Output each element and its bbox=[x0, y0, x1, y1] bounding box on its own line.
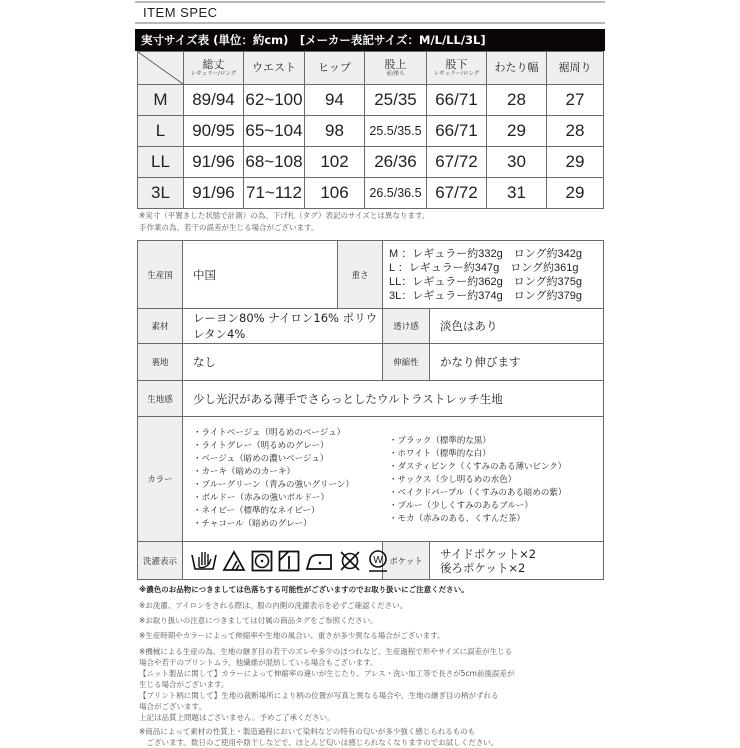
cell: 94 bbox=[305, 85, 365, 116]
footnote: ございます。数日のご使用や陰干しなどで、ほとんど匂いは感じられなくなりますのでお試しください。 bbox=[139, 738, 499, 747]
pocket-line: サイドポケット×2 bbox=[440, 546, 537, 561]
stretch-label: 伸縮性 bbox=[383, 344, 430, 381]
footnote-bold: ※濃色のお品物につきましては色落ちする可能性がございますのでお取り扱いにご注意ください。 bbox=[139, 585, 469, 594]
col-header-inseam: 股下 レギュラー/ロング bbox=[427, 52, 487, 85]
spec-row-lining bbox=[138, 344, 604, 381]
cell: 28 bbox=[487, 85, 547, 116]
footnote: ※お洗濯、アイロンをされる際は、服の内側の洗濯表示を必ずご確認ください。 bbox=[139, 601, 408, 610]
size-table-header-row bbox=[138, 52, 604, 85]
weight-line: 3L：レギュラー約374g ロング約379g bbox=[389, 289, 582, 302]
color-list-right bbox=[389, 427, 566, 531]
cell: 98 bbox=[305, 116, 365, 147]
color-item: ・ネイビー（標準的なネイビー） bbox=[193, 506, 320, 516]
section-title: ITEM SPEC bbox=[143, 5, 218, 20]
weight-value bbox=[383, 241, 604, 309]
cell: 66/71 bbox=[427, 116, 487, 147]
cell: 66/71 bbox=[427, 85, 487, 116]
pocket-value bbox=[430, 542, 604, 580]
size-label: 3L bbox=[138, 178, 184, 209]
size-label: LL bbox=[138, 147, 184, 178]
color-item: ・ベージュ（暗めの濃いベージュ） bbox=[193, 454, 329, 464]
weight-line: LL：レギュラー約362g ロング約375g bbox=[389, 275, 582, 288]
texture-value: 少し光沢がある薄手でさらっとしたウルトラストレッチ生地 bbox=[183, 381, 604, 417]
cell: 65~104 bbox=[244, 116, 305, 147]
color-item: ・ベイクドパープル（くすみのある暗めの紫） bbox=[389, 488, 567, 498]
color-item: ・ライトベージュ（明るめのベージュ） bbox=[193, 428, 346, 438]
cell: 91/96 bbox=[184, 178, 244, 209]
bleach-icon bbox=[222, 550, 246, 572]
size-table-header: 実寸サイズ表 (単位：約cm) [メーカー表記サイズ：M/L/LL/3L] bbox=[135, 29, 605, 51]
cell: 29 bbox=[487, 116, 547, 147]
spec-row-colors bbox=[138, 417, 604, 542]
sheer-label: 透け感 bbox=[383, 309, 430, 344]
cell: 26/36 bbox=[365, 147, 427, 178]
footnote: 【ニット製品に関して】カラーによって伸縮率の違いが生じたり、プレス・洗い加工等で長さが5cm前後誤差が bbox=[139, 669, 515, 678]
pocket-label: ポケット bbox=[383, 542, 430, 580]
cell: 102 bbox=[305, 147, 365, 178]
weight-label: 重さ bbox=[338, 241, 383, 309]
hand-wash-icon bbox=[191, 549, 217, 573]
cell: 25/35 bbox=[365, 85, 427, 116]
table-row bbox=[138, 116, 604, 147]
color-item: ・サックス（少し明るめの水色） bbox=[389, 475, 517, 485]
color-item: ・ブルーグリーン（青みの強いグリーン） bbox=[193, 480, 354, 490]
col-header-rise: 股上 前/後ろ bbox=[365, 52, 427, 85]
table-row bbox=[138, 147, 604, 178]
cell: 29 bbox=[547, 147, 604, 178]
wash-icons bbox=[183, 542, 383, 580]
stretch-value: かなり伸びます bbox=[430, 344, 604, 381]
title-divider bbox=[135, 22, 605, 24]
col-header-hip: ヒップ bbox=[305, 52, 365, 85]
tumble-dry-icon bbox=[251, 550, 273, 572]
iron-icon bbox=[305, 551, 333, 571]
cell: 26.5/36.5 bbox=[365, 178, 427, 209]
origin-value: 中国 bbox=[183, 241, 338, 309]
spec-row-origin bbox=[138, 241, 604, 309]
corner-cell bbox=[138, 52, 184, 85]
wet-clean-icon bbox=[367, 549, 389, 573]
lining-label: 裏地 bbox=[138, 344, 183, 381]
sheer-value: 淡色はあり bbox=[430, 309, 604, 344]
pocket-line: 後ろポケット×2 bbox=[440, 560, 526, 575]
spec-row-texture bbox=[138, 381, 604, 417]
cell: 25.5/35.5 bbox=[365, 116, 427, 147]
texture-label: 生地感 bbox=[138, 381, 183, 417]
color-item: ・チャコール（暗めのグレー） bbox=[193, 519, 312, 529]
spec-table bbox=[137, 240, 604, 580]
table-row bbox=[138, 85, 604, 116]
col-header-hem: 裾周り bbox=[547, 52, 604, 85]
footnote: ※生産時期やカラーによって伸縮率や生地の風合い、重さが多少異なる場合がございます。 bbox=[139, 631, 445, 640]
spec-row-material bbox=[138, 309, 604, 344]
footnote: 上記は品質上問題はございません。予めご了承ください。 bbox=[139, 713, 335, 722]
color-item: ・カーキ（暗めのカーキ） bbox=[193, 467, 296, 477]
cell: 30 bbox=[487, 147, 547, 178]
size-note: 手作業の為、若干の誤差が生じる場合がございます。 bbox=[139, 223, 319, 232]
footnote: ※お取り扱いの注意につきましては付属の商品タグをご参照ください。 bbox=[139, 616, 378, 625]
cell: 68~108 bbox=[244, 147, 305, 178]
footnote: 生じる場合がございます。 bbox=[139, 680, 229, 689]
color-item: ・モカ（赤みのある、くすんだ茶） bbox=[389, 514, 526, 524]
svg-text:W: W bbox=[373, 554, 383, 566]
no-dry-clean-icon bbox=[338, 550, 362, 572]
color-item: ・ライトグレー（明るめのグレー） bbox=[193, 441, 329, 451]
size-table bbox=[137, 51, 604, 209]
origin-label: 生産国 bbox=[138, 241, 183, 309]
cell: 62~100 bbox=[244, 85, 305, 116]
color-item: ・ボルドー（赤みの強いボルドー） bbox=[193, 493, 330, 503]
lining-value: なし bbox=[183, 344, 383, 381]
cell: 67/72 bbox=[427, 147, 487, 178]
wash-label: 洗濯表示 bbox=[138, 542, 183, 580]
size-note: ※実寸（平置きした状態で計測）の為、下げ札（タグ）表記のサイズとは異なります。 bbox=[139, 211, 430, 220]
col-header-thigh: わたり幅 bbox=[487, 52, 547, 85]
cell: 31 bbox=[487, 178, 547, 209]
cell: 106 bbox=[305, 178, 365, 209]
cell: 28 bbox=[547, 116, 604, 147]
material-label: 素材 bbox=[138, 309, 183, 344]
top-divider bbox=[135, 1, 605, 3]
cell: 89/94 bbox=[184, 85, 244, 116]
footnote: ※機械による生産の為、生地の継ぎ目の若干のズレや多少のほつれなど、生産過程で形やサイズに誤差が生じる bbox=[139, 647, 513, 656]
material-value: レーヨン80% ナイロン16% ポリウレタン4% bbox=[183, 309, 383, 344]
spec-row-wash bbox=[138, 542, 604, 580]
color-item: ・ブルー（少しくすみのあるブルー） bbox=[389, 501, 533, 511]
footnote: 【プリント柄に関して】生地の裁断場所により柄の位置が写真と異なる場合や、生地の継ぎ目の柄がずれる bbox=[139, 691, 499, 700]
cell: 67/72 bbox=[427, 178, 487, 209]
weight-line: L ：レギュラー約347g ロング約361g bbox=[389, 261, 579, 274]
cell: 90/95 bbox=[184, 116, 244, 147]
color-list bbox=[183, 417, 604, 542]
line-dry-icon bbox=[278, 550, 300, 572]
color-item: ・ホワイト（標準的な白） bbox=[389, 449, 491, 459]
cell: 27 bbox=[547, 85, 604, 116]
weight-line: M ：レギュラー約332g ロング約342g bbox=[389, 247, 582, 260]
footnote: ※商品によって素材の性質上・製造過程において染料などの特有の匂いが多少強く感じられるものも bbox=[139, 727, 476, 736]
color-item: ・ブラック（標準的な黒） bbox=[389, 436, 491, 446]
footnote: 場合がございます。 bbox=[139, 702, 206, 711]
size-label: M bbox=[138, 85, 184, 116]
table-row bbox=[138, 178, 604, 209]
cell: 29 bbox=[547, 178, 604, 209]
color-item: ・ダスティピンク（くすみのある薄いピンク） bbox=[389, 462, 567, 472]
size-label: L bbox=[138, 116, 184, 147]
cell: 91/96 bbox=[184, 147, 244, 178]
cell: 71~112 bbox=[244, 178, 305, 209]
color-label: カラー bbox=[138, 417, 183, 542]
col-header-waist: ウエスト bbox=[244, 52, 305, 85]
col-header-length: 総丈 レギュラー/ロング bbox=[184, 52, 244, 85]
color-list-left bbox=[193, 427, 389, 531]
footnote: 場合や若干のプリントムラ、他繊維が混紡している場合もございます。 bbox=[139, 658, 378, 667]
